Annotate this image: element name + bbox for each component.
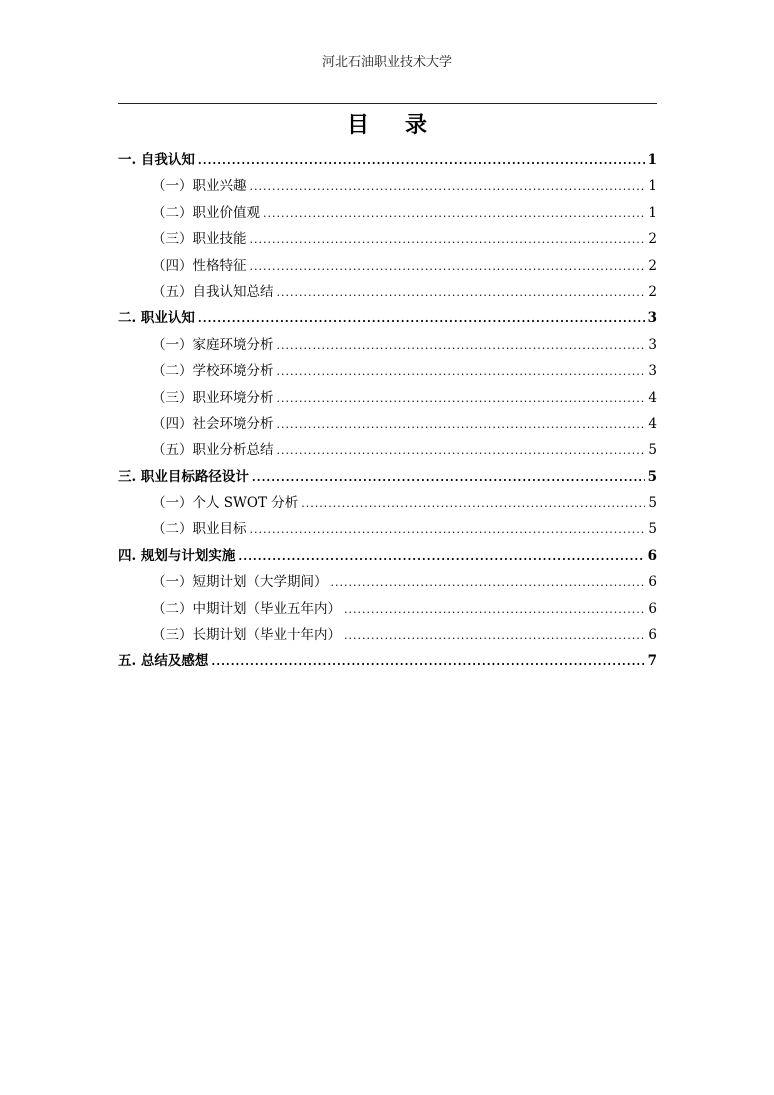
- toc-page-number: 4: [648, 415, 657, 432]
- toc-dot-leader: [250, 230, 646, 250]
- toc-section-entry[interactable]: [118, 572, 657, 598]
- toc-page-number: 2: [648, 283, 657, 300]
- toc-section-entry[interactable]: [118, 229, 657, 255]
- toc-entry-label: （一）个人 SWOT 分析: [152, 495, 299, 512]
- toc-page-number: 6: [648, 574, 657, 591]
- toc-page-number: 5: [648, 495, 657, 512]
- toc-page-number: 1: [648, 204, 657, 221]
- toc-page-number: 3: [648, 363, 657, 380]
- toc-dot-leader: [277, 441, 646, 461]
- toc-page-number: 4: [648, 389, 657, 406]
- toc-entry-label: （四）社会环境分析: [152, 415, 274, 432]
- toc-section-entry[interactable]: [118, 493, 657, 519]
- toc-dot-leader: [277, 389, 646, 409]
- toc-page-number: 5: [648, 521, 657, 538]
- toc-section-entry[interactable]: [118, 361, 657, 387]
- toc-dot-leader: [198, 309, 645, 329]
- toc-page-number: 1: [648, 178, 657, 195]
- toc-entry-label: （五）职业分析总结: [152, 442, 274, 459]
- toc-section-entry[interactable]: [118, 440, 657, 466]
- toc-page-number: 7: [647, 653, 657, 670]
- toc-page-number: 1: [647, 152, 657, 168]
- header-rule: [118, 103, 657, 104]
- toc-chapter-entry[interactable]: [118, 308, 657, 334]
- toc-entry-label: 三. 职业目标路径设计: [118, 468, 249, 485]
- toc-page-number: 6: [647, 547, 657, 564]
- toc-entry-label: （五）自我认知总结: [152, 283, 274, 300]
- toc-page-number: 3: [648, 336, 657, 353]
- toc-dot-leader: [344, 626, 645, 646]
- toc-section-entry[interactable]: [118, 388, 657, 414]
- toc-dot-leader: [211, 652, 644, 672]
- toc-dot-leader: [250, 177, 646, 197]
- toc-entry-label: （三）长期计划（毕业十年内）: [152, 627, 341, 644]
- toc-dot-leader: [344, 600, 645, 620]
- toc-dot-leader: [263, 204, 645, 224]
- toc-page-number: 3: [647, 310, 657, 327]
- toc-chapter-entry[interactable]: [118, 150, 657, 176]
- toc-page-number: 6: [648, 627, 657, 644]
- toc-section-entry[interactable]: [118, 599, 657, 625]
- toc-page-number: 2: [648, 231, 657, 248]
- toc-section-entry[interactable]: [118, 414, 657, 440]
- toc-entry-label: （三）职业环境分析: [152, 389, 274, 406]
- toc-dot-leader: [250, 257, 646, 277]
- toc-page-number: 2: [648, 257, 657, 274]
- toc-section-entry[interactable]: [118, 625, 657, 651]
- toc-dot-leader: [301, 494, 645, 514]
- toc-page-number: 5: [648, 442, 657, 459]
- toc-entry-label: （四）性格特征: [152, 257, 247, 274]
- toc-entry-label: 五. 总结及感想: [118, 653, 209, 670]
- toc-chapter-entry[interactable]: [118, 651, 657, 677]
- toc-entry-label: 二. 职业认知: [118, 310, 195, 327]
- toc-entry-label: 一. 自我认知: [118, 152, 195, 168]
- toc-chapter-entry[interactable]: [118, 546, 657, 572]
- toc-dot-leader: [238, 547, 644, 567]
- toc-entry-label: 四. 规划与计划实施: [118, 547, 236, 564]
- toc-section-entry[interactable]: [118, 519, 657, 545]
- toc-dot-leader: [277, 362, 646, 382]
- toc-dot-leader: [277, 336, 646, 356]
- toc-page-number: 6: [648, 600, 657, 617]
- toc-dot-leader: [277, 415, 646, 435]
- toc-section-entry[interactable]: [118, 335, 657, 361]
- toc-section-entry[interactable]: [118, 282, 657, 308]
- toc-dot-leader: [198, 151, 645, 171]
- toc-entry-label: （一）职业兴趣: [152, 178, 247, 195]
- toc-page-number: 5: [647, 468, 657, 485]
- toc-dot-leader: [252, 468, 645, 488]
- toc-entry-label: （二）学校环境分析: [152, 363, 274, 380]
- toc-dot-leader: [250, 520, 646, 540]
- toc-entry-label: （三）职业技能: [152, 231, 247, 248]
- toc-section-entry[interactable]: [118, 256, 657, 282]
- toc-entry-label: （一）家庭环境分析: [152, 336, 274, 353]
- toc-title: 目录: [346, 112, 463, 138]
- toc-dot-leader: [277, 283, 646, 303]
- toc-entry-label: （二）职业目标: [152, 521, 247, 538]
- running-header: 河北石油职业技术大学: [321, 55, 452, 70]
- toc-entry-label: （二）中期计划（毕业五年内）: [152, 600, 341, 617]
- toc-section-entry[interactable]: [118, 203, 657, 229]
- table-of-contents: [118, 150, 657, 678]
- toc-chapter-entry[interactable]: [118, 467, 657, 493]
- toc-dot-leader: [331, 573, 646, 593]
- toc-entry-label: （二）职业价值观: [152, 204, 260, 221]
- toc-section-entry[interactable]: [118, 176, 657, 202]
- toc-entry-label: （一）短期计划（大学期间）: [152, 574, 328, 591]
